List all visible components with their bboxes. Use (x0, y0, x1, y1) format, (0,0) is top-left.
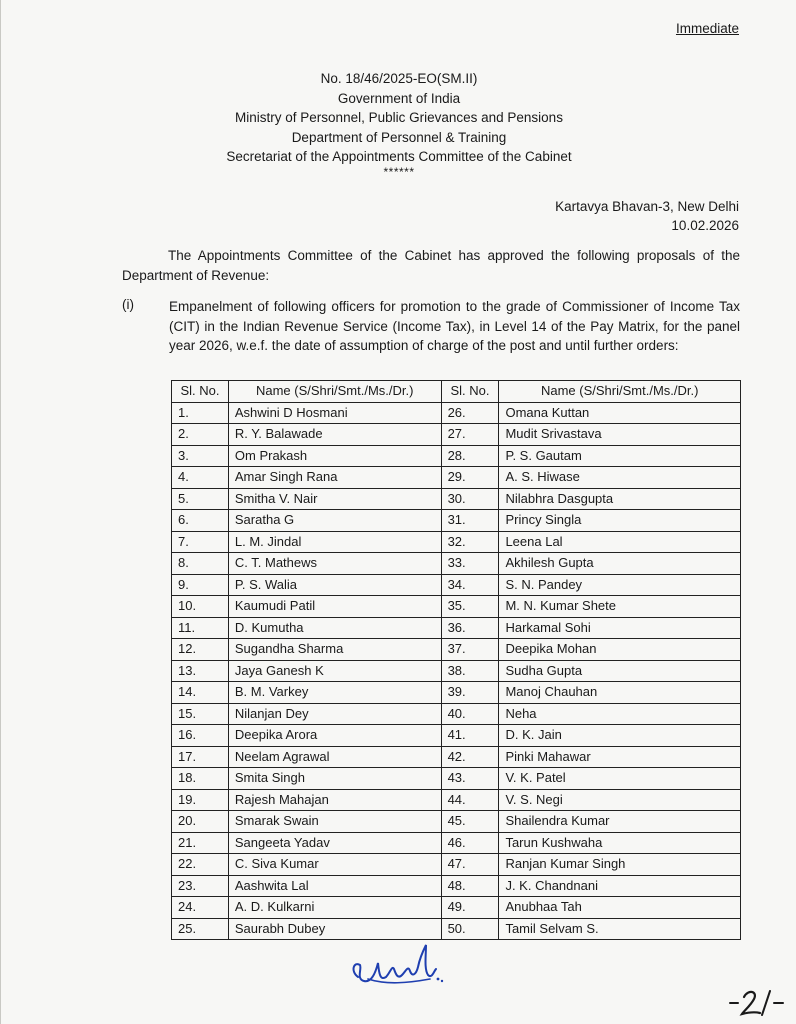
cell-sl-no-left: 16. (172, 725, 229, 747)
cell-name-left: Amar Singh Rana (228, 467, 441, 489)
cell-name-right: Ranjan Kumar Singh (499, 854, 741, 876)
cell-name-right: Omana Kuttan (499, 402, 741, 424)
cell-name-left: C. Siva Kumar (228, 854, 441, 876)
table-row (172, 531, 741, 553)
cell-name-left: Jaya Ganesh K (228, 660, 441, 682)
date: 10.02.2026 (671, 218, 739, 233)
cell-sl-no-left: 15. (172, 703, 229, 725)
cell-sl-no-right: 34. (441, 574, 499, 596)
cell-sl-no-left: 17. (172, 746, 229, 768)
cell-sl-no-right: 44. (441, 789, 499, 811)
table-row (172, 553, 741, 575)
table-row (172, 445, 741, 467)
table-row (172, 639, 741, 661)
table-row (172, 725, 741, 747)
table-header-row (172, 381, 741, 403)
header-sl-no-right: Sl. No. (441, 381, 499, 403)
cell-sl-no-right: 37. (441, 639, 499, 661)
cell-name-right: Tarun Kushwaha (499, 832, 741, 854)
cell-name-left: Smita Singh (228, 768, 441, 790)
cell-sl-no-left: 7. (172, 531, 229, 553)
table-row (172, 875, 741, 897)
cell-sl-no-right: 46. (441, 832, 499, 854)
table-row (172, 897, 741, 919)
table-row (172, 832, 741, 854)
cell-name-left: Neelam Agrawal (228, 746, 441, 768)
cell-sl-no-left: 9. (172, 574, 229, 596)
cell-name-right: A. S. Hiwase (499, 467, 741, 489)
cell-name-left: C. T. Mathews (228, 553, 441, 575)
table-row (172, 789, 741, 811)
cell-sl-no-left: 24. (172, 897, 229, 919)
officer-rows (172, 402, 741, 940)
cell-name-right: S. N. Pandey (499, 574, 741, 596)
cell-name-right: Tamil Selvam S. (499, 918, 741, 940)
cell-sl-no-left: 25. (172, 918, 229, 940)
cell-name-left: Smitha V. Nair (228, 488, 441, 510)
table-row (172, 660, 741, 682)
reference-number: No. 18/46/2025-EO(SM.II) (320, 71, 478, 86)
table-row (172, 596, 741, 618)
cell-name-left: Nilanjan Dey (228, 703, 441, 725)
cell-name-right: Harkamal Sohi (499, 617, 741, 639)
cell-name-right: Mudit Srivastava (499, 424, 741, 446)
place-and-date (555, 197, 739, 235)
cell-sl-no-left: 2. (172, 424, 229, 446)
cell-sl-no-right: 29. (441, 467, 499, 489)
cell-name-left: Smarak Swain (228, 811, 441, 833)
cell-sl-no-left: 5. (172, 488, 229, 510)
cell-name-left: P. S. Walia (228, 574, 441, 596)
table-row (172, 854, 741, 876)
item-text: Empanelment of following officers for promotion to the grade of Commissioner of Income Tax (CIT) in the Indian Revenue Service (Income Tax), in Level 14 of the Pay Matrix, for the panel year 2026, w.e.f. the date of assumption of charge of the post and until further orders: (169, 299, 740, 353)
signature (346, 935, 456, 995)
government-name: Government of India (337, 90, 461, 106)
letter-header (1, 69, 796, 177)
cell-sl-no-right: 48. (441, 875, 499, 897)
cell-sl-no-right: 32. (441, 531, 499, 553)
cell-name-left: Rajesh Mahajan (228, 789, 441, 811)
cell-name-right: V. K. Patel (499, 768, 741, 790)
cell-name-left: Aashwita Lal (228, 875, 441, 897)
cell-sl-no-left: 8. (172, 553, 229, 575)
table-row (172, 402, 741, 424)
cell-name-right: Manoj Chauhan (499, 682, 741, 704)
table-row (172, 574, 741, 596)
cell-sl-no-right: 40. (441, 703, 499, 725)
cell-name-right: Shailendra Kumar (499, 811, 741, 833)
table-row (172, 682, 741, 704)
cell-name-right: Akhilesh Gupta (499, 553, 741, 575)
cell-sl-no-left: 19. (172, 789, 229, 811)
cell-sl-no-left: 3. (172, 445, 229, 467)
cell-name-right: V. S. Negi (499, 789, 741, 811)
cell-name-right: Leena Lal (499, 531, 741, 553)
cell-sl-no-right: 30. (441, 488, 499, 510)
table-row (172, 510, 741, 532)
cell-sl-no-left: 4. (172, 467, 229, 489)
cell-sl-no-left: 14. (172, 682, 229, 704)
cell-name-left: A. D. Kulkarni (228, 897, 441, 919)
header-sl-no-left: Sl. No. (172, 381, 229, 403)
cell-name-right: M. N. Kumar Shete (499, 596, 741, 618)
cell-name-right: J. K. Chandnani (499, 875, 741, 897)
table-row (172, 617, 741, 639)
cell-sl-no-right: 26. (441, 402, 499, 424)
cell-name-left: Sugandha Sharma (228, 639, 441, 661)
table-row (172, 918, 741, 940)
cell-sl-no-left: 21. (172, 832, 229, 854)
cell-name-left: Sangeeta Yadav (228, 832, 441, 854)
cell-sl-no-right: 31. (441, 510, 499, 532)
page-number-mark (728, 987, 786, 1017)
cell-sl-no-left: 11. (172, 617, 229, 639)
priority-marker: Immediate (675, 21, 739, 36)
table-row (172, 488, 741, 510)
cell-name-left: Om Prakash (228, 445, 441, 467)
officers-table (171, 380, 741, 940)
cell-sl-no-right: 49. (441, 897, 499, 919)
cell-name-right: Neha (499, 703, 741, 725)
secretariat-name: Secretariat of the Appointments Committee of the Cabinet (226, 149, 572, 164)
table-row (172, 811, 741, 833)
cell-sl-no-right: 35. (441, 596, 499, 618)
cell-sl-no-left: 23. (172, 875, 229, 897)
cell-sl-no-left: 22. (172, 854, 229, 876)
table-row (172, 703, 741, 725)
cell-sl-no-right: 33. (441, 553, 499, 575)
separator-stars: ****** (383, 164, 415, 179)
cell-name-left: Deepika Arora (228, 725, 441, 747)
cell-sl-no-right: 39. (441, 682, 499, 704)
intro-text: The Appointments Committee of the Cabinet has approved the following proposals of the Department of Revenue: (122, 248, 740, 283)
cell-sl-no-left: 12. (172, 639, 229, 661)
cell-name-left: R. Y. Balawade (228, 424, 441, 446)
intro-paragraph (122, 246, 740, 285)
table-row (172, 768, 741, 790)
cell-sl-no-left: 1. (172, 402, 229, 424)
cell-sl-no-left: 13. (172, 660, 229, 682)
item-number: (i) (122, 297, 134, 312)
cell-sl-no-right: 43. (441, 768, 499, 790)
cell-sl-no-left: 6. (172, 510, 229, 532)
cell-name-right: Pinki Mahawar (499, 746, 741, 768)
cell-name-right: P. S. Gautam (499, 445, 741, 467)
ministry-name: Ministry of Personnel, Public Grievances and Pensions (235, 110, 563, 125)
cell-sl-no-left: 20. (172, 811, 229, 833)
table-row (172, 746, 741, 768)
cell-sl-no-right: 38. (441, 660, 499, 682)
cell-name-right: Nilabhra Dasgupta (499, 488, 741, 510)
cell-name-left: Ashwini D Hosmani (228, 402, 441, 424)
cell-name-left: Saurabh Dubey (228, 918, 441, 940)
cell-sl-no-right: 28. (441, 445, 499, 467)
cell-sl-no-right: 42. (441, 746, 499, 768)
cell-name-right: Anubhaa Tah (499, 897, 741, 919)
cell-name-left: L. M. Jindal (228, 531, 441, 553)
place: Kartavya Bhavan-3, New Delhi (555, 199, 739, 214)
cell-sl-no-right: 36. (441, 617, 499, 639)
cell-name-right: Sudha Gupta (499, 660, 741, 682)
cell-name-right: Princy Singla (499, 510, 741, 532)
header-name-left: Name (S/Shri/Smt./Ms./Dr.) (228, 381, 441, 403)
header-name-right: Name (S/Shri/Smt./Ms./Dr.) (499, 381, 741, 403)
cell-sl-no-left: 18. (172, 768, 229, 790)
cell-sl-no-right: 47. (441, 854, 499, 876)
cell-name-right: D. K. Jain (499, 725, 741, 747)
cell-name-left: Kaumudi Patil (228, 596, 441, 618)
department-name: Department of Personnel & Training (291, 129, 507, 145)
cell-sl-no-right: 41. (441, 725, 499, 747)
cell-sl-no-right: 45. (441, 811, 499, 833)
cell-sl-no-right: 27. (441, 424, 499, 446)
cell-name-right: Deepika Mohan (499, 639, 741, 661)
cell-name-left: D. Kumutha (228, 617, 441, 639)
cell-sl-no-left: 10. (172, 596, 229, 618)
cell-sl-no-right: 50. (441, 918, 499, 940)
table-row (172, 467, 741, 489)
cell-name-left: B. M. Varkey (228, 682, 441, 704)
cell-name-left: Saratha G (228, 510, 441, 532)
table-row (172, 424, 741, 446)
